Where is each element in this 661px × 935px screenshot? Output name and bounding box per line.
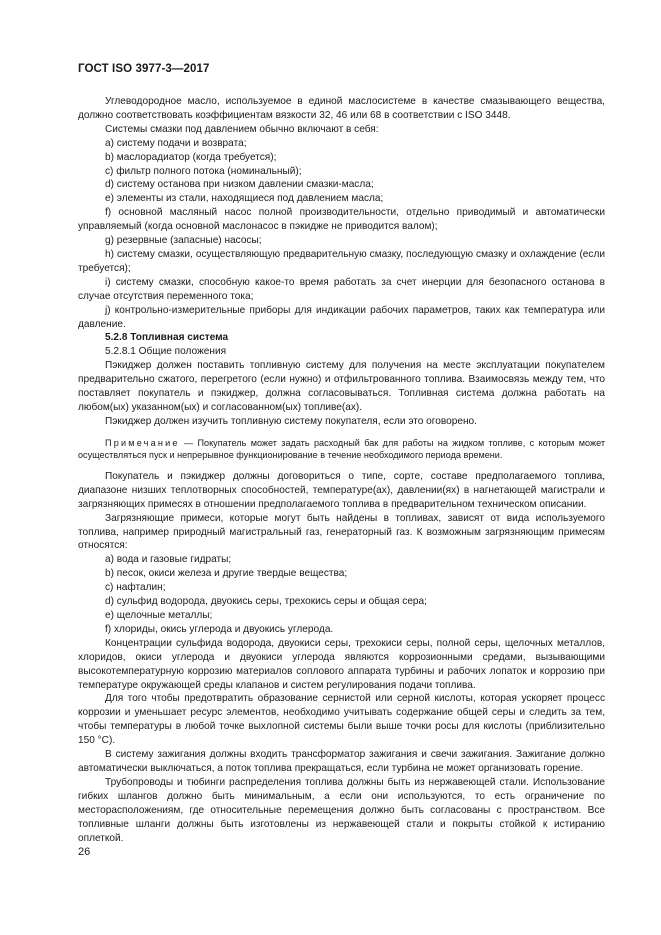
list-item: h) систему смазки, осуществляющую предварительную смазку, последующую смазку и охлаждение (если требуется);: [78, 248, 605, 274]
list-item: a) систему подачи и возврата;: [105, 137, 247, 149]
list-item: a) вода и газовые гидраты;: [105, 554, 232, 566]
note-text: — Покупатель может задать расходный бак для работы на жидком топливе, с которым может осуществляться пуск и непрерывное функционирование в течение необходимого периода времени.: [78, 437, 605, 461]
body-paragraph: Для того чтобы предотвратить образование сернистой или серной кислоты, которая ускоряет процесс коррозии и уменьшает ресурс элементов, необходимо учитывать содержание общей серы и следить за тем, чтобы температуры в любой точке выхлопной системы были выше точки росы для кислоты (приблизительно 150 °С).: [78, 693, 605, 747]
standard-header: ГОСТ ISO 3977-3—2017: [78, 63, 210, 75]
body-paragraph: Покупатель и пэкиджер должны договориться о типе, сорте, составе предполагаемого топлива, диапазоне низших теплотворных способностей, температуре(ах), давлении(ях) в нагнетающей магистрали и загрязняющих примесях в отношении предполагаемого топлива в предварительном техническом описании.: [78, 470, 605, 510]
subsection-heading: 5.2.8.1 Общие положения: [105, 346, 227, 358]
body-paragraph: Загрязняющие примеси, которые могут быть найдены в топливах, зависят от вида используемого топлива, например природный магистральный газ, генераторный газ. К возможным загрязняющим примесям относятся:: [78, 512, 605, 552]
body-paragraph: Системы смазки под давлением обычно включают в себя:: [105, 123, 379, 135]
list-item: f) хлориды, окись углерода и двуокись углерода.: [105, 623, 334, 635]
list-item: f) основной масляный насос полной производительности, отдельно приводимый и автоматически управляемый (когда основной маслонасос в пэкидже не приводится валом);: [78, 207, 605, 233]
list-item: j) контрольно-измерительные приборы для индикации рабочих параметров, таких как температура или давление.: [78, 304, 605, 330]
note-label: Примечание: [105, 437, 180, 448]
list-item: i) систему смазки, способную какое-то время работать за счет инерции для безопасного останова в случае отсутствия переменного тока;: [78, 276, 605, 302]
body-paragraph: Трубопроводы и тюбинги распределения топлива должны быть из нержавеющей стали. Использование гибких шлангов должно быть минимальным, а если они используются, то есть ограничение по месторасположениям, где относительные перемещения должно быть согласованы с пространством. Все топливные шланги должны быть изготовлены из нержавеющей стали и покрыты стойкой к истиранию оплеткой.: [78, 776, 605, 844]
list-item: c) фильтр полного потока (номинальный);: [105, 165, 302, 177]
list-item: g) резервные (запасные) насосы;: [105, 235, 262, 247]
page-number: 26: [78, 846, 91, 858]
list-item: e) щелочные металлы;: [105, 610, 213, 621]
body-paragraph: Пэкиджер должен изучить топливную систему покупателя, если это оговорено.: [105, 415, 477, 427]
document-body: [78, 95, 605, 845]
body-paragraph: В систему зажигания должны входить трансформатор зажигания и свечи зажигания. Зажигание должно автоматически выключаться, а поток топлива прекращаться, если турбина не может организовать горение.: [78, 749, 605, 774]
list-item: e) элементы из стали, находящиеся под давлением масла;: [105, 193, 384, 205]
list-item: c) нафталин;: [105, 582, 166, 594]
section-heading: 5.2.8 Топливная система: [105, 332, 229, 344]
body-paragraph: Пэкиджер должен поставить топливную систему для получения на месте эксплуатации покупателем предварительно сжатого, перегретого (если нужно) и отфильтрованного топлива. Взаимосвязь между тем, что поставляет покупатель и пэкиджер, должна согласовываться. Топливная система должна работать на любом(ых) указанном(ых) и согласованном(ых) топливе(ах).: [78, 360, 605, 413]
list-item: b) маслорадиатор (когда требуется);: [105, 151, 277, 163]
body-paragraph: Углеводородное масло, используемое в единой маслосистеме в качестве смазывающего вещества, должно соответствовать коэффициентам вязкости 32, 46 или 68 в соответствии с ISO 3448.: [78, 96, 605, 121]
list-item: d) сульфид водорода, двуокись серы, трехокись серы и общая сера;: [105, 596, 427, 608]
body-paragraph: Концентрации сульфида водорода, двуокиси серы, трехокиси серы, полной серы, щелочных металлов, хлоридов, окиси углерода и двуокиси углерода являются коррозионными средами, вызывающими высокотемпературную коррозию материалов соплового аппарата турбины и рабочих лопаток и коррозию при температуре окружающей среды клапанов и систем регулирования подачи топлива.: [78, 637, 605, 691]
list-item: b) песок, окиси железа и другие твердые вещества;: [105, 568, 348, 580]
list-item: d) систему останова при низком давлении смазки-масла;: [105, 179, 374, 191]
note-paragraph: [78, 437, 605, 462]
